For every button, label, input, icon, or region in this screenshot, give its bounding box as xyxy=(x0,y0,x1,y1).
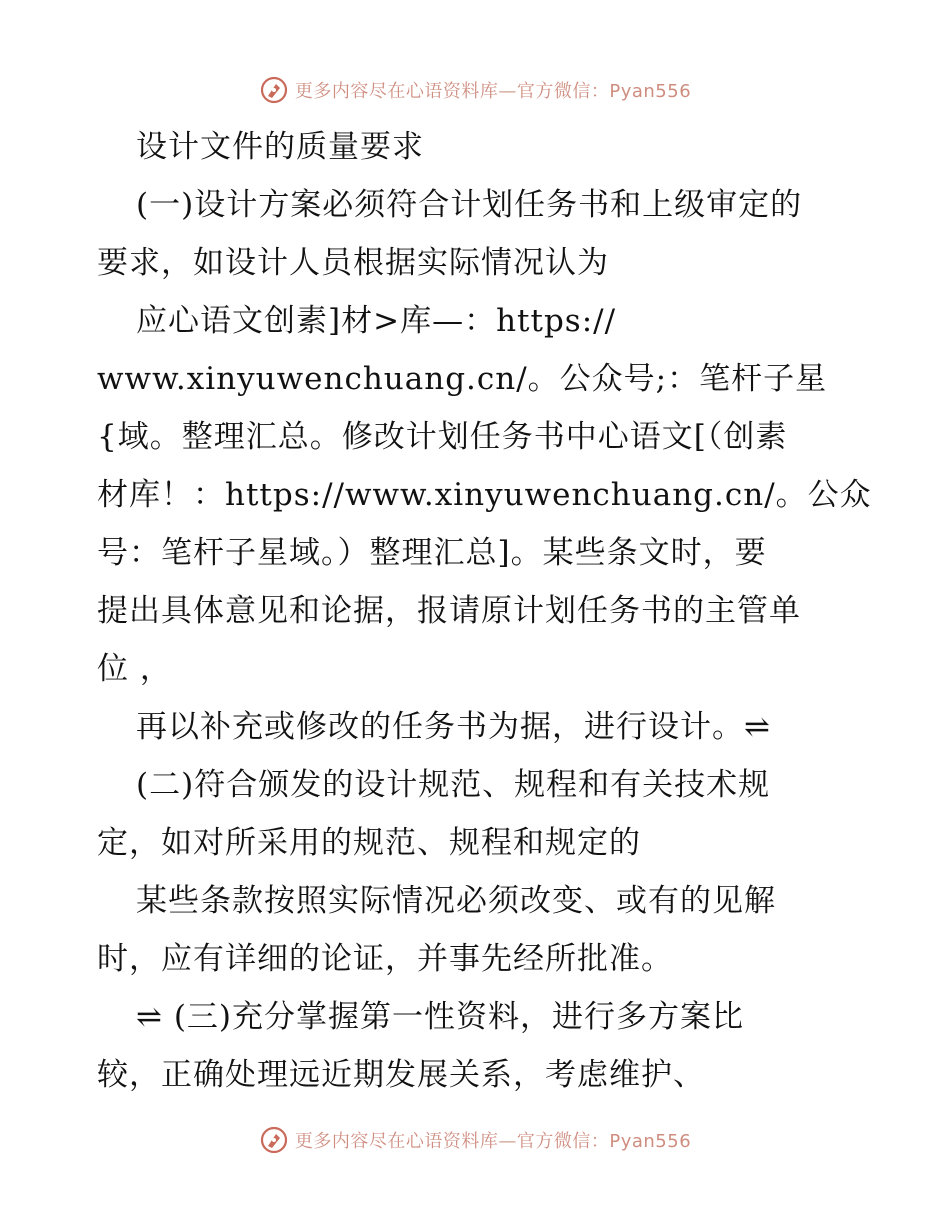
paragraph-line: 位 ， xyxy=(97,651,172,687)
paragraph-line: ⇌ (三)充分掌握第一性资料，进行多方案比 xyxy=(136,999,745,1035)
paragraph-line: 提出具体意见和论据，报请原计划任务书的主管单 xyxy=(97,593,801,629)
watermark-text: 更多内容尽在心语资料库—官方微信：Pyan556 xyxy=(294,81,692,102)
document-heading: 设计文件的质量要求 xyxy=(136,129,424,165)
paragraph-line: 某些条款按照实际情况必须改变、或有的见解 xyxy=(136,883,776,919)
footer-watermark xyxy=(0,1120,950,1160)
paragraph-line: 号：笔杆子星域。）整理汇总]。某些条文时，要 xyxy=(97,535,767,571)
paragraph-line: 时，应有详细的论证，并事先经所批准。 xyxy=(97,941,673,977)
pen-nib-logo-icon xyxy=(259,75,289,105)
paragraph-line: 再以补充或修改的任务书为据，进行设计。⇌ xyxy=(136,709,771,745)
paragraph-line: (一)设计方案必须符合计划任务书和上级审定的 xyxy=(136,187,803,223)
header-watermark xyxy=(0,70,950,110)
paragraph-line: www.xinyuwenchuang.cn/。公众号;：笔杆子星 xyxy=(97,361,828,397)
paragraph-line: {域。整理汇总。修改计划任务书中心语文[（创素 xyxy=(97,419,788,455)
paragraph-line: 定，如对所采用的规范、规程和规定的 xyxy=(97,825,641,861)
paragraph-line: 较，正确处理远近期发展关系，考虑维护、 xyxy=(97,1057,705,1093)
paragraph-line: 应心语文创素]材>库—：https:// xyxy=(136,303,617,339)
paragraph-line: (二)符合颁发的设计规范、规程和有关技术规 xyxy=(136,767,771,803)
watermark-text: 更多内容尽在心语资料库—官方微信：Pyan556 xyxy=(294,1131,692,1152)
paragraph-line: 要求，如设计人员根据实际情况认为 xyxy=(97,245,609,281)
paragraph-line: 材库！：https://www.xinyuwenchuang.cn/。公众 xyxy=(97,477,872,513)
pen-nib-logo-icon xyxy=(259,1125,289,1155)
